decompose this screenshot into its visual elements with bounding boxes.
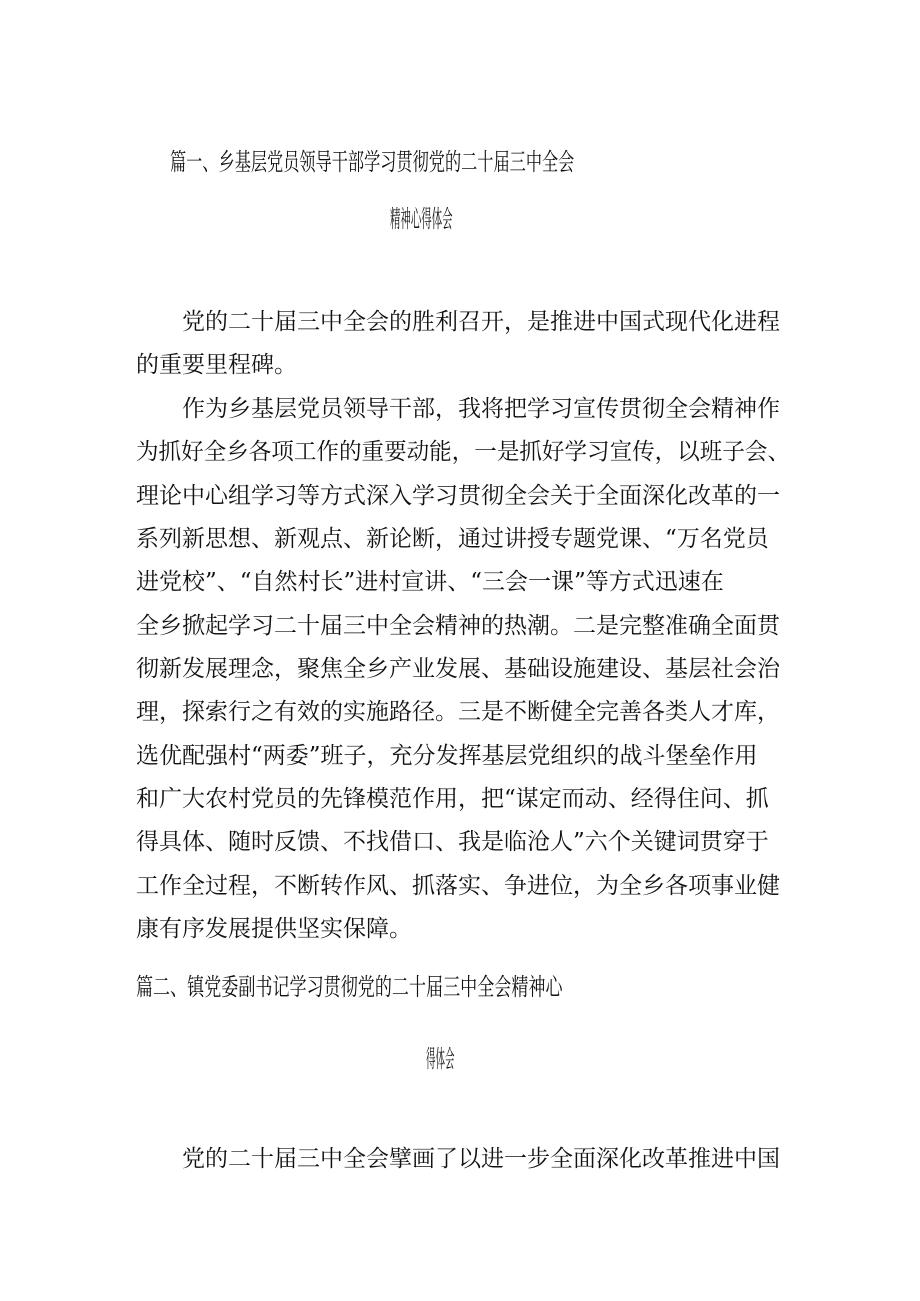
section2-title-line1: 篇二、镇党委副书记学习贯彻党的二十届三中全会精神心 bbox=[136, 973, 563, 1001]
section1-p2-line: 选优配强村“两委”班子，充分发挥基层党组织的战斗堡垒作用 bbox=[136, 743, 758, 769]
section1-title-line1: 篇一、乡基层党员领导干部学习贯彻党的二十届三中全会 bbox=[170, 148, 575, 176]
section1-p1-line: 的重要里程碑。 bbox=[136, 352, 297, 378]
section1-p2-line: 为抓好全乡各项工作的重要动能，一是抓好学习宣传，以班子会、 bbox=[136, 439, 790, 465]
section1-p2-line: 系列新思想、新观点、新论断，通过讲授专题党课、“万名党员 bbox=[136, 526, 769, 552]
section1-p2-line: 工作全过程，不断转作风、抓落实、争进位，为全乡各项事业健 bbox=[136, 873, 780, 899]
section1-p2-line: 理，探索行之有效的实施路径。三是不断健全完善各类人才库， bbox=[136, 699, 780, 725]
section1-p1-line: 党的二十届三中全会的胜利召开，是推进中国式现代化进程 bbox=[182, 309, 780, 335]
section1-title-line2: 精神心得体会 bbox=[390, 205, 453, 233]
section2-p1-line: 党的二十届三中全会擘画了以进一步全面深化改革推进中国 bbox=[182, 1146, 780, 1172]
section1-p2-line: 和广大农村党员的先锋模范作用，把“谋定而动、经得住问、抓 bbox=[136, 786, 769, 812]
section1-p2-line: 彻新发展理念，聚焦全乡产业发展、基础设施建设、基层社会治 bbox=[136, 656, 780, 682]
section1-p2-line: 作为乡基层党员领导干部，我将把学习宣传贯彻全会精神作 bbox=[182, 396, 780, 422]
section1-p2-line: 康有序发展提供坚实保障。 bbox=[136, 916, 412, 942]
section1-p2-line: 进党校”、“自然村长”进村宣讲、“三会一课”等方式迅速在 bbox=[136, 569, 724, 595]
section2-title-line2: 得体会 bbox=[426, 1045, 455, 1073]
section1-p2-line: 理论中心组学习等方式深入学习贯彻全会关于全面深化改革的一 bbox=[136, 483, 780, 509]
section1-p2-line: 全乡掀起学习二十届三中全会精神的热潮。二是完整准确全面贯 bbox=[136, 613, 780, 639]
section1-p2-line: 得具体、随时反馈、不找借口、我是临沧人”六个关键词贯穿于 bbox=[136, 829, 769, 855]
